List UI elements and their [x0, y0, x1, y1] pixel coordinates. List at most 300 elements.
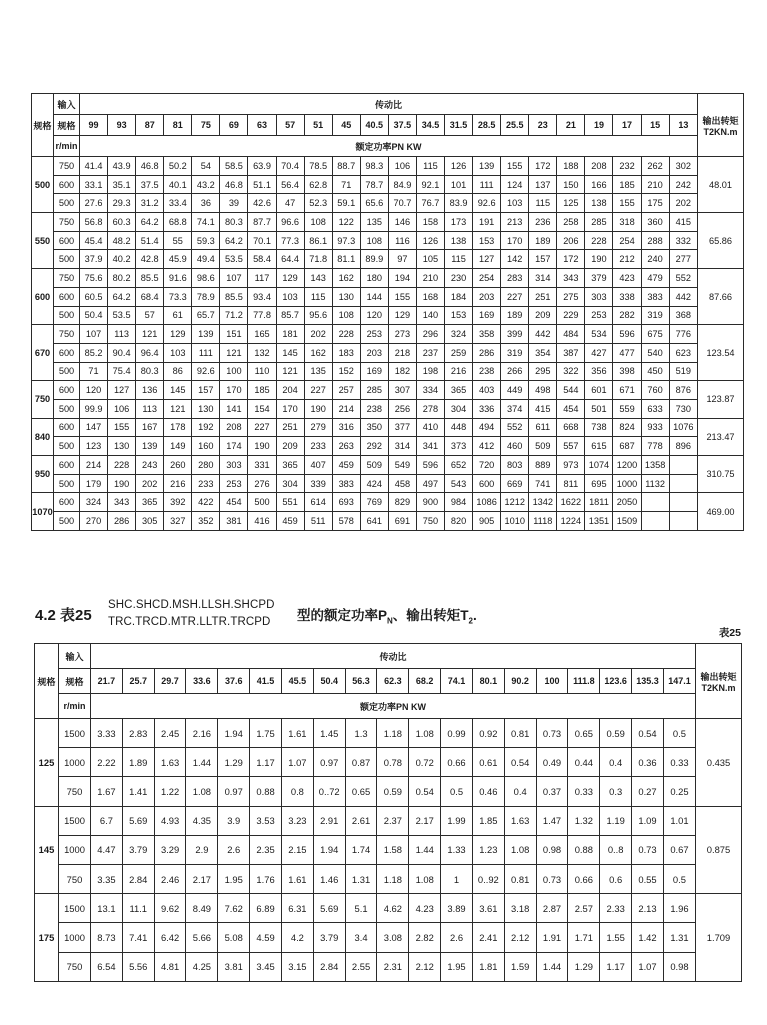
- power-cell: 6.42: [154, 923, 186, 952]
- power-cell: 77.8: [248, 306, 276, 325]
- power-cell: 2.57: [568, 894, 600, 923]
- power-cell: 286: [473, 343, 501, 362]
- power-cell: 423: [613, 269, 641, 288]
- power-cell: 314: [388, 437, 416, 456]
- power-cell: 129: [388, 306, 416, 325]
- power-cell: 509: [360, 456, 388, 475]
- header-torque: [696, 644, 742, 719]
- speed-cell: 600: [54, 343, 80, 362]
- power-cell: 88.7: [332, 157, 360, 176]
- power-cell: 365: [136, 493, 164, 512]
- power-cell: 339: [304, 474, 332, 493]
- power-cell: 811: [557, 474, 585, 493]
- power-cell: 86: [164, 362, 192, 381]
- power-cell: 240: [641, 250, 669, 269]
- power-cell: 1.41: [122, 777, 154, 806]
- power-cell: 251: [529, 287, 557, 306]
- power-cell: 182: [388, 362, 416, 381]
- power-cell: 2.13: [632, 894, 664, 923]
- power-cell: 99.9: [80, 399, 108, 418]
- ratio-header: 23: [529, 115, 557, 136]
- power-cell: 4.35: [186, 806, 218, 835]
- power-cell: 1.47: [536, 806, 568, 835]
- power-cell: 459: [276, 512, 304, 531]
- power-cell: 0.73: [632, 835, 664, 864]
- power-cell: [669, 456, 697, 475]
- power-cell: 53.5: [220, 250, 248, 269]
- power-cell: 0.33: [568, 777, 600, 806]
- power-cell: 1.3: [345, 719, 377, 748]
- power-cell: 71.2: [220, 306, 248, 325]
- power-cell: 1010: [501, 512, 529, 531]
- table-row: [32, 157, 744, 176]
- power-cell: 365: [445, 381, 473, 400]
- power-cell: 107: [220, 269, 248, 288]
- power-cell: 175: [641, 194, 669, 213]
- power-cell: 238: [473, 362, 501, 381]
- power-cell: 203: [360, 343, 388, 362]
- power-cell: 0.5: [663, 864, 695, 893]
- power-cell: 111: [192, 343, 220, 362]
- power-cell: 3.23: [281, 806, 313, 835]
- power-cell: 251: [276, 418, 304, 437]
- power-cell: 1.63: [504, 806, 536, 835]
- power-cell: 2.61: [345, 806, 377, 835]
- power-cell: 1.22: [154, 777, 186, 806]
- power-cell: 122: [332, 213, 360, 232]
- power-cell: 155: [501, 157, 529, 176]
- power-cell: 1.96: [663, 894, 695, 923]
- power-cell: 1.29: [218, 748, 250, 777]
- power-cell: 45.9: [164, 250, 192, 269]
- power-cell: 106: [388, 157, 416, 176]
- power-cell: 63.9: [248, 157, 276, 176]
- power-cell: 259: [445, 343, 473, 362]
- power-cell: 1: [441, 864, 473, 893]
- power-cell: 143: [304, 269, 332, 288]
- speed-cell: 500: [54, 250, 80, 269]
- table-row: [35, 952, 742, 981]
- power-cell: 0.98: [663, 952, 695, 981]
- power-cell: 1.63: [154, 748, 186, 777]
- power-cell: 1200: [613, 456, 641, 475]
- power-cell: 140: [416, 306, 444, 325]
- power-cell: 108: [304, 213, 332, 232]
- power-cell: 324: [445, 325, 473, 344]
- speed-cell: 1000: [59, 748, 91, 777]
- table-row: [32, 231, 744, 250]
- power-cell: 2.55: [345, 952, 377, 981]
- power-cell: 46.8: [220, 175, 248, 194]
- power-cell: 623: [669, 343, 697, 362]
- power-cell: 70.4: [276, 157, 304, 176]
- power-cell: 212: [613, 250, 641, 269]
- power-cell: 552: [501, 418, 529, 437]
- power-cell: 519: [669, 362, 697, 381]
- power-cell: 80.3: [220, 213, 248, 232]
- power-cell: 2.35: [250, 835, 282, 864]
- power-cell: 454: [557, 399, 585, 418]
- power-cell: 354: [529, 343, 557, 362]
- model-list-line-1: SHC.SHCD.MSH.LLSH.SHCPD: [108, 599, 275, 611]
- power-cell: 13.1: [91, 894, 123, 923]
- power-cell: 5.08: [218, 923, 250, 952]
- power-cell: 741: [529, 474, 557, 493]
- table-row: [32, 456, 744, 475]
- power-cell: 282: [613, 306, 641, 325]
- power-cell: 356: [585, 362, 613, 381]
- power-cell: 331: [248, 456, 276, 475]
- power-cell: 373: [445, 437, 473, 456]
- header-spec-sub: 规格: [54, 115, 80, 136]
- power-cell: 0.99: [441, 719, 473, 748]
- speed-cell: 600: [54, 231, 80, 250]
- power-cell: 1.18: [377, 719, 409, 748]
- power-cell: 3.4: [345, 923, 377, 952]
- power-cell: 0.8: [281, 777, 313, 806]
- power-cell: 108: [360, 231, 388, 250]
- power-cell: 5.66: [186, 923, 218, 952]
- power-cell: 343: [557, 269, 585, 288]
- power-cell: 360: [641, 213, 669, 232]
- power-cell: 551: [276, 493, 304, 512]
- power-cell: 65.6: [360, 194, 388, 213]
- power-cell: 97: [388, 250, 416, 269]
- speed-cell: 750: [54, 213, 80, 232]
- spec-cell: 840: [32, 418, 54, 455]
- power-cell: 0..8: [600, 835, 632, 864]
- power-cell: 190: [304, 399, 332, 418]
- ratio-header: 75: [192, 115, 220, 136]
- power-cell: 130: [192, 399, 220, 418]
- power-cell: 108: [332, 306, 360, 325]
- power-cell: 103: [501, 194, 529, 213]
- power-cell: 55: [164, 231, 192, 250]
- power-cell: 2.46: [154, 864, 186, 893]
- power-cell: 905: [473, 512, 501, 531]
- power-cell: 2.16: [186, 719, 218, 748]
- power-cell: 257: [332, 381, 360, 400]
- power-cell: 139: [192, 325, 220, 344]
- power-cell: 96.6: [276, 213, 304, 232]
- power-cell: 92.6: [473, 194, 501, 213]
- ratio-header: 37.6: [218, 669, 250, 694]
- torque-cell: 0.435: [696, 719, 742, 807]
- power-cell: 107: [80, 325, 108, 344]
- power-cell: 52.3: [304, 194, 332, 213]
- power-cell: 64.2: [136, 213, 164, 232]
- power-cell: 3.33: [91, 719, 123, 748]
- power-cell: 552: [669, 269, 697, 288]
- power-cell: 42.8: [136, 250, 164, 269]
- power-cell: 511: [304, 512, 332, 531]
- header-spec: 规格: [35, 644, 59, 719]
- power-cell: 121: [220, 343, 248, 362]
- power-cell: 62.8: [304, 175, 332, 194]
- ratio-header: 56.3: [345, 669, 377, 694]
- power-cell: 1.95: [218, 864, 250, 893]
- power-cell: 275: [557, 287, 585, 306]
- power-cell: 398: [613, 362, 641, 381]
- power-cell: 0..92: [472, 864, 504, 893]
- power-cell: 0.65: [345, 777, 377, 806]
- power-cell: 9.62: [154, 894, 186, 923]
- ratio-header: 80.1: [472, 669, 504, 694]
- header-input: 输入: [54, 94, 80, 115]
- ratio-header: 25.5: [501, 115, 529, 136]
- power-cell: 1.55: [600, 923, 632, 952]
- speed-cell: 1500: [59, 894, 91, 923]
- power-cell: 0.6: [600, 864, 632, 893]
- power-cell: 208: [585, 157, 613, 176]
- power-cell: 296: [416, 325, 444, 344]
- caption-desc-text: 型的额定功率P: [297, 608, 388, 623]
- power-cell: 71: [332, 175, 360, 194]
- power-cell: [669, 474, 697, 493]
- power-cell: 0.73: [536, 719, 568, 748]
- power-cell: 0..72: [313, 777, 345, 806]
- power-cell: 0.59: [377, 777, 409, 806]
- speed-cell: 1500: [59, 806, 91, 835]
- table-row: [32, 250, 744, 269]
- power-cell: 322: [557, 362, 585, 381]
- power-cell: 138: [585, 194, 613, 213]
- power-cell: 0.59: [600, 719, 632, 748]
- power-cell: 2.41: [472, 923, 504, 952]
- power-cell: 229: [557, 306, 585, 325]
- table25-caption: [35, 597, 755, 637]
- power-cell: 1.58: [377, 835, 409, 864]
- table-row: [35, 806, 742, 835]
- power-cell: 387: [557, 343, 585, 362]
- power-cell: 50.2: [164, 157, 192, 176]
- power-cell: 3.29: [154, 835, 186, 864]
- power-cell: 374: [501, 399, 529, 418]
- power-cell: 190: [108, 474, 136, 493]
- power-cell: 1.99: [441, 806, 473, 835]
- speed-cell: 600: [54, 287, 80, 306]
- power-cell: 0.67: [663, 835, 695, 864]
- power-cell: 687: [613, 437, 641, 456]
- power-cell: 263: [332, 437, 360, 456]
- table-row: [32, 306, 744, 325]
- table-row: [35, 835, 742, 864]
- power-cell: 71.8: [304, 250, 332, 269]
- power-cell: 258: [557, 213, 585, 232]
- power-cell: 85.2: [80, 343, 108, 362]
- power-cell: 459: [332, 456, 360, 475]
- power-cell: 273: [388, 325, 416, 344]
- power-cell: 96.4: [136, 343, 164, 362]
- power-cell: 829: [388, 493, 416, 512]
- speed-cell: 1000: [59, 835, 91, 864]
- header-input: 输入: [59, 644, 91, 669]
- power-cell: 540: [641, 343, 669, 362]
- power-cell: 1224: [557, 512, 585, 531]
- power-cell: 338: [613, 287, 641, 306]
- power-cell: 56.4: [276, 175, 304, 194]
- speed-cell: 750: [59, 864, 91, 893]
- speed-cell: 750: [59, 952, 91, 981]
- table-row: [35, 719, 742, 748]
- ratio-header: 57: [276, 115, 304, 136]
- power-cell: 70.1: [248, 231, 276, 250]
- power-cell: 8.49: [186, 894, 218, 923]
- ratio-header: 93: [108, 115, 136, 136]
- power-cell: 0.46: [472, 777, 504, 806]
- power-cell: 123: [80, 437, 108, 456]
- power-cell: 113: [136, 399, 164, 418]
- ratio-header: 111.8: [568, 669, 600, 694]
- power-cell: 80.3: [136, 362, 164, 381]
- power-cell: 383: [641, 287, 669, 306]
- power-cell: 1132: [641, 474, 669, 493]
- power-cell: 442: [529, 325, 557, 344]
- power-cell: 2.17: [409, 806, 441, 835]
- table-row: [35, 923, 742, 952]
- rated-power-table-1: [31, 93, 744, 531]
- power-cell: 343: [108, 493, 136, 512]
- speed-cell: 750: [54, 269, 80, 288]
- power-cell: 190: [248, 437, 276, 456]
- power-cell: 136: [136, 381, 164, 400]
- power-cell: 11.1: [122, 894, 154, 923]
- power-cell: 130: [332, 287, 360, 306]
- table-row: [32, 493, 744, 512]
- power-cell: 188: [557, 157, 585, 176]
- model-list: [108, 597, 275, 631]
- power-cell: [641, 512, 669, 531]
- power-cell: 204: [276, 381, 304, 400]
- power-cell: 350: [360, 418, 388, 437]
- power-cell: 0.78: [377, 748, 409, 777]
- power-cell: 105: [416, 250, 444, 269]
- power-cell: 820: [445, 512, 473, 531]
- header-ratio: 传动比: [91, 644, 696, 669]
- power-cell: 876: [669, 381, 697, 400]
- power-cell: 1.71: [568, 923, 600, 952]
- power-cell: 150: [557, 175, 585, 194]
- power-cell: 78.5: [304, 157, 332, 176]
- power-cell: 2.22: [91, 748, 123, 777]
- power-cell: 1342: [529, 493, 557, 512]
- power-cell: 596: [416, 456, 444, 475]
- power-cell: 368: [669, 306, 697, 325]
- ratio-header: 51: [304, 115, 332, 136]
- power-cell: 85.5: [220, 287, 248, 306]
- power-cell: 61: [164, 306, 192, 325]
- power-cell: 218: [388, 343, 416, 362]
- power-cell: 1.59: [504, 952, 536, 981]
- power-cell: 180: [360, 269, 388, 288]
- ratio-header: 135.3: [632, 669, 664, 694]
- power-cell: 167: [136, 418, 164, 437]
- power-cell: 0.81: [504, 719, 536, 748]
- power-cell: 210: [416, 269, 444, 288]
- power-cell: 422: [192, 493, 220, 512]
- power-cell: 1.94: [218, 719, 250, 748]
- power-cell: 39: [220, 194, 248, 213]
- ratio-header: 81: [164, 115, 192, 136]
- power-cell: 2.12: [504, 923, 536, 952]
- power-cell: 68.8: [164, 213, 192, 232]
- power-cell: 64.4: [276, 250, 304, 269]
- power-cell: 4.25: [186, 952, 218, 981]
- power-cell: 169: [360, 362, 388, 381]
- power-cell: 332: [669, 231, 697, 250]
- power-cell: 1.46: [313, 864, 345, 893]
- power-cell: 973: [557, 456, 585, 475]
- power-cell: 53.5: [108, 306, 136, 325]
- torque-cell: 65.86: [698, 213, 744, 269]
- power-cell: 596: [613, 325, 641, 344]
- power-cell: 155: [108, 418, 136, 437]
- power-cell: 693: [332, 493, 360, 512]
- power-cell: 1811: [585, 493, 613, 512]
- power-cell: 227: [248, 418, 276, 437]
- power-cell: 358: [473, 325, 501, 344]
- power-cell: 1.17: [250, 748, 282, 777]
- power-cell: 208: [220, 418, 248, 437]
- table-row: [35, 777, 742, 806]
- spec-cell: 145: [35, 806, 59, 894]
- power-cell: 933: [641, 418, 669, 437]
- power-cell: 46.8: [136, 157, 164, 176]
- table-row: [32, 437, 744, 456]
- power-cell: 0.61: [472, 748, 504, 777]
- power-cell: 1.33: [441, 835, 473, 864]
- power-cell: 121: [136, 325, 164, 344]
- power-cell: 0.49: [536, 748, 568, 777]
- power-cell: 316: [332, 418, 360, 437]
- power-cell: 3.81: [218, 952, 250, 981]
- power-cell: 0.81: [504, 864, 536, 893]
- power-cell: 144: [360, 287, 388, 306]
- ratio-header: 21: [557, 115, 585, 136]
- table-row: [35, 894, 742, 923]
- table-row: [32, 175, 744, 194]
- power-cell: 137: [529, 175, 557, 194]
- power-cell: 181: [276, 325, 304, 344]
- power-cell: 1.45: [313, 719, 345, 748]
- power-cell: 377: [388, 418, 416, 437]
- speed-cell: 600: [54, 456, 80, 475]
- power-cell: 633: [641, 399, 669, 418]
- torque-cell: 469.00: [698, 493, 744, 530]
- power-cell: 262: [641, 157, 669, 176]
- power-cell: 157: [529, 250, 557, 269]
- power-cell: 165: [248, 325, 276, 344]
- power-cell: 1.95: [441, 952, 473, 981]
- power-cell: 1.44: [409, 835, 441, 864]
- power-cell: 85.5: [136, 269, 164, 288]
- power-cell: 233: [192, 474, 220, 493]
- ratio-header: 37.5: [388, 115, 416, 136]
- power-cell: 720: [473, 456, 501, 475]
- power-cell: 559: [613, 399, 641, 418]
- table-row: [32, 362, 744, 381]
- power-cell: 730: [669, 399, 697, 418]
- caption-sub-n: N: [387, 616, 393, 626]
- power-cell: 0.87: [345, 748, 377, 777]
- power-cell: 37.5: [136, 175, 164, 194]
- power-cell: 121: [164, 399, 192, 418]
- power-cell: 253: [360, 325, 388, 344]
- power-cell: 403: [473, 381, 501, 400]
- power-cell: 3.08: [377, 923, 409, 952]
- power-cell: 4.47: [91, 835, 123, 864]
- header-torque-unit: T2KN.m: [701, 682, 736, 693]
